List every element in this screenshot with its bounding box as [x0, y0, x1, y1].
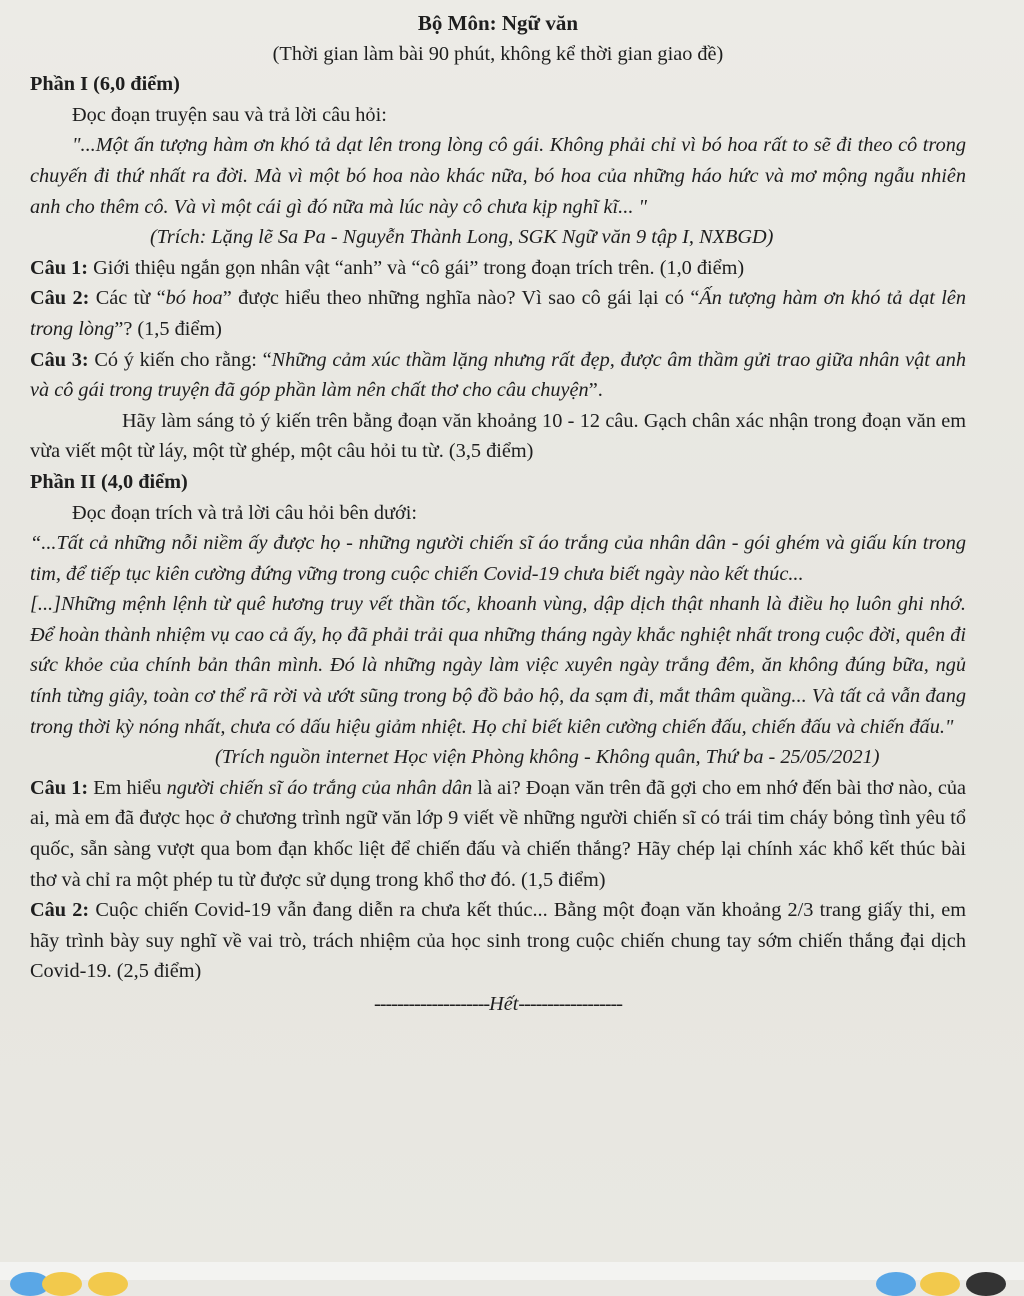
q-term: bó hoa	[165, 287, 223, 310]
q-label: Câu 2:	[30, 899, 90, 922]
part2-source: (Trích nguồn internet Học viện Phòng không - Không quân, Thứ ba - 25/05/2021)	[215, 746, 880, 769]
q-quote: Những cảm xúc thầm lặng nhưng rất đẹp, được âm thầm gửi trao giữa nhân vật anh và cô gái trong truyện đã góp phần làm nên chất thơ cho câu chuyện	[30, 348, 966, 402]
q-text: Có ý kiến cho rằng: “	[88, 348, 272, 371]
part1-source: (Trích: Lặng lẽ Sa Pa - Nguyễn Thành Long, SGK Ngữ văn 9 tập I, NXBGD)	[150, 226, 774, 249]
part1-question-1	[30, 253, 966, 284]
partial-dot-yellow-2	[88, 1272, 128, 1296]
q-text: Cuộc chiến Covid-19 vẫn đang diễn ra chưa kết thúc... Bằng một đoạn văn khoảng 2/3 trang giấy thi, em hãy trình bày suy nghĩ về vai trò, trách nhiệm của học sinh trong cuộc chiến chung tay sớm chiến thắng đại dịch Covid-19. (2,5 điểm)	[30, 899, 966, 983]
exam-content	[30, 8, 966, 1020]
end-word: Hết	[489, 993, 519, 1015]
part1-question-2	[30, 283, 966, 344]
q-term: người chiến sĩ áo trắng của nhân dân	[166, 776, 473, 799]
q-text: là ai? Đoạn văn trên đã gợi cho em nhớ đến bài thơ nào, của ai, mà em đã được học ở chương trình ngữ văn lớp 9 viết về những người chiến sĩ có trái tim cháy bỏng tình yêu tổ quốc, sẵn sàng vượt qua bom đạn khốc liệt để chiến đấu và chiến thắng? Hãy chép lại chính xác khổ kết thúc bài thơ và chỉ ra một phép tu từ được sử dụng trong khổ thơ đó. (1,5 điểm)	[30, 776, 966, 891]
partial-dot-dark-right	[966, 1272, 1006, 1296]
partial-dot-yellow	[42, 1272, 82, 1296]
bottom-strip	[0, 1262, 1024, 1280]
part1-excerpt: "...Một ấn tượng hàm ơn khó tả dạt lên trong lòng cô gái. Không phải chỉ vì bó hoa rất to sẽ đi theo cô trong chuyến đi thứ nhất ra đời. Mà vì một bó hoa nào khác nữa, bó hoa của những háo hức và mơ mộng ngẫu nhiên anh cho thêm cô. Và vì một cái gì đó nữa mà lúc này cô chưa kịp nghĩ kĩ... "	[30, 134, 966, 218]
dashes-left: --------------------	[374, 993, 490, 1015]
q-quote: Ấn tượng hàm ơn khó tả dạt lên trong lòng	[30, 287, 966, 340]
q-text: Giới thiệu ngắn gọn nhân vật “anh” và “cô gái” trong đoạn trích trên. (1,0 điểm)	[88, 256, 745, 279]
q-text: ”.	[588, 379, 603, 402]
part1-question-3	[30, 345, 966, 406]
part1-heading: Phần I (6,0 điểm)	[30, 73, 180, 96]
part2-question-2	[30, 895, 966, 987]
part2-excerpt-2: [...]Những mệnh lệnh từ quê hương truy vết thần tốc, khoanh vùng, dập dịch thật nhanh là điều họ luôn ghi nhớ. Để hoàn thành nhiệm vụ cao cả ấy, họ đã phải trải qua những tháng ngày khắc nghiệt nhất trong cuộc đời, quên đi sức khỏe của chính bản thân mình. Đó là những ngày làm việc xuyên ngày trắng đêm, ăn không đúng bữa, ngủ tính từng giây, toàn cơ thể rã rời và ướt sũng trong bộ đồ bảo hộ, da sạm đi, mắt thâm quầng... Và tất cả vẫn đang trong thời kỳ nóng nhất, chưa có dấu hiệu giảm nhiệt. Họ chỉ biết kiên cường chiến đấu, chiến đấu và chiến đấu."	[30, 593, 966, 738]
partial-dot-blue-right	[876, 1272, 916, 1296]
partial-dot-yellow-right	[920, 1272, 960, 1296]
part1-instruction: Đọc đoạn truyện sau và trả lời câu hỏi:	[72, 103, 387, 126]
part2-excerpt-1: “...Tất cả những nỗi niềm ấy được họ - những người chiến sĩ áo trắng của nhân dân - gói ghém và giấu kín trong tim, để tiếp tục kiên cường đứng vững trong cuộc chiến Covid-19 chưa biết ngày nào kết thúc...	[30, 532, 966, 585]
q-text: Em hiểu	[88, 776, 167, 799]
q-text: ” được hiểu theo những nghĩa nào? Vì sao cô gái lại có “	[222, 287, 700, 310]
subject-title: Bộ Môn: Ngữ văn	[417, 11, 579, 35]
part2-question-1	[30, 773, 966, 895]
time-note: (Thời gian làm bài 90 phút, không kể thời gian giao đề)	[272, 42, 724, 65]
part2-instruction: Đọc đoạn trích và trả lời câu hỏi bên dưới:	[72, 501, 418, 524]
q-text: Các từ “	[89, 287, 166, 310]
end-marker	[30, 989, 966, 1020]
dashes-right: ------------------	[518, 993, 622, 1015]
part2-heading: Phần II (4,0 điểm)	[30, 470, 188, 493]
q-label: Câu 3:	[30, 348, 89, 371]
q-label: Câu 1:	[30, 776, 89, 799]
part1-question-3-task: Hãy làm sáng tỏ ý kiến trên bằng đoạn văn khoảng 10 - 12 câu. Gạch chân xác nhận trong đoạn văn em vừa viết một từ láy, một từ ghép, một câu hỏi tu từ. (3,5 điểm)	[30, 409, 966, 463]
q-label: Câu 2:	[30, 287, 90, 310]
q-label: Câu 1:	[30, 256, 89, 279]
q-text: ”? (1,5 điểm)	[114, 317, 222, 340]
